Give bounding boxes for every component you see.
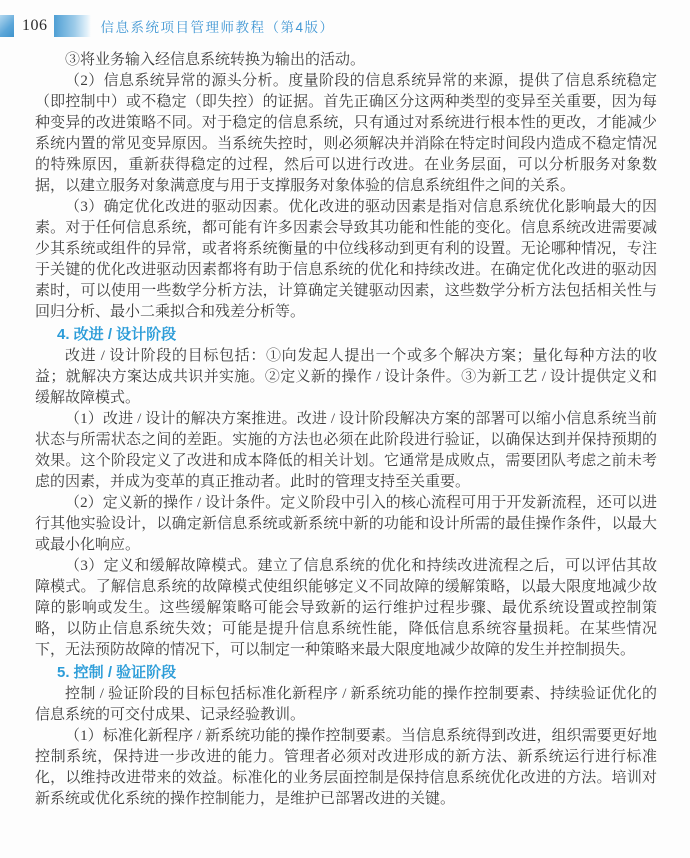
body-paragraph: （3）确定优化改进的驱动因素。优化改进的驱动因素是指对信息系统优化影响最大的因素。对于任何信息系统，都可能有许多因素会导致其功能和性能的变化。信息系统改进需要减少其系统或组件的异常，或者将系统衡量的中位线移动到更有利的设置。无论哪种情况，专注于关键的优化改进驱动因素都将有助于信息系统的优化和持续改进。在确定优化改进的驱动因素时，可以使用一些数学分析方法，计算确定关键驱动因素，这些数学分析方法包括相关性与回归分析、最小二乘拟合和残差分析等。	[35, 199, 657, 320]
header-accent-bar	[54, 15, 91, 37]
body-paragraph: ③将业务输入经信息系统转换为输出的活动。	[65, 52, 366, 68]
body-paragraph: 控制 / 验证阶段的目标包括标准化新程序 / 新系统功能的操作控制要素、持续验证优化的信息系统的可交付成果、记录经验教训。	[35, 686, 657, 723]
header-accent-square	[0, 15, 14, 37]
section-heading-improve-design: 4. 改进 / 设计阶段	[57, 326, 177, 343]
page-body	[35, 50, 657, 810]
page-number: 106	[22, 17, 48, 34]
body-paragraph: （1）改进 / 设计的解决方案推进。改进 / 设计阶段解决方案的部署可以缩小信息系统当前状态与所需状态之间的差距。实施的方法也必须在此阶段进行验证，以确保达到并保持预期的效果。这个阶段定义了改进和成本降低的相关计划。它通常是成败点，需要团队考虑之前未考虑的因素，并成为变革的真正推动者。此时的管理支持至关重要。	[35, 411, 657, 490]
body-paragraph: 改进 / 设计阶段的目标包括：①向发起人提出一个或多个解决方案；量化每种方法的收益；就解决方案达成共识并实施。②定义新的操作 / 设计条件。③为新工艺 / 设计提供定义和缓解故障模式。	[35, 348, 657, 406]
body-paragraph: （1）标准化新程序 / 新系统功能的操作控制要素。当信息系统得到改进，组织需要更好地控制系统，保持进一步改进的能力。管理者必须对改进形成的新方法、新系统运行进行标准化，以维持改进带来的效益。标准化的业务层面控制是保持信息系统优化改进的方法。培训对新系统或优化系统的操作控制能力，是维护已部署改进的关键。	[35, 728, 657, 807]
body-paragraph: （2）信息系统异常的源头分析。度量阶段的信息系统异常的来源，提供了信息系统稳定（即控制中）或不稳定（即失控）的证据。首先正确区分这两种类型的变异至关重要，因为每种变异的改进策略不同。对于稳定的信息系统，只有通过对系统进行根本性的更改，才能减少系统内置的常见变异原因。当系统失控时，则必须解决并消除在特定时间段内造成不稳定情况的特殊原因，重新获得稳定的过程，然后可以进行改进。在业务层面，可以分析服务对象数据，以建立服务对象满意度与用于支撑服务对象体验的信息系统组件之间的关系。	[35, 73, 657, 194]
body-paragraph: （3）定义和缓解故障模式。建立了信息系统的优化和持续改进流程之后，可以评估其故障模式。了解信息系统的故障模式使组织能够定义不同故障的缓解策略，以最大限度地减少故障的影响或发生。这些缓解策略可能会导致新的运行维护过程步骤、最优系统设置或控制策略，以防止信息系统失效；可能是提升信息系统性能，降低信息系统容量损耗。在某些情况下，无法预防故障的情况下，可以制定一种策略来最大限度地减少故障的发生并控制损失。	[35, 558, 657, 658]
page-header	[0, 14, 690, 38]
section-heading-control-verify: 5. 控制 / 验证阶段	[57, 664, 177, 681]
book-title: 信息系统项目管理师教程（第4版）	[100, 20, 335, 35]
body-paragraph: （2）定义新的操作 / 设计条件。定义阶段中引入的核心流程可用于开发新流程，还可以进行其他实验设计，以确定新信息系统或新系统中新的功能和设计所需的最佳操作条件，以最大或最小化响应。	[35, 495, 657, 553]
